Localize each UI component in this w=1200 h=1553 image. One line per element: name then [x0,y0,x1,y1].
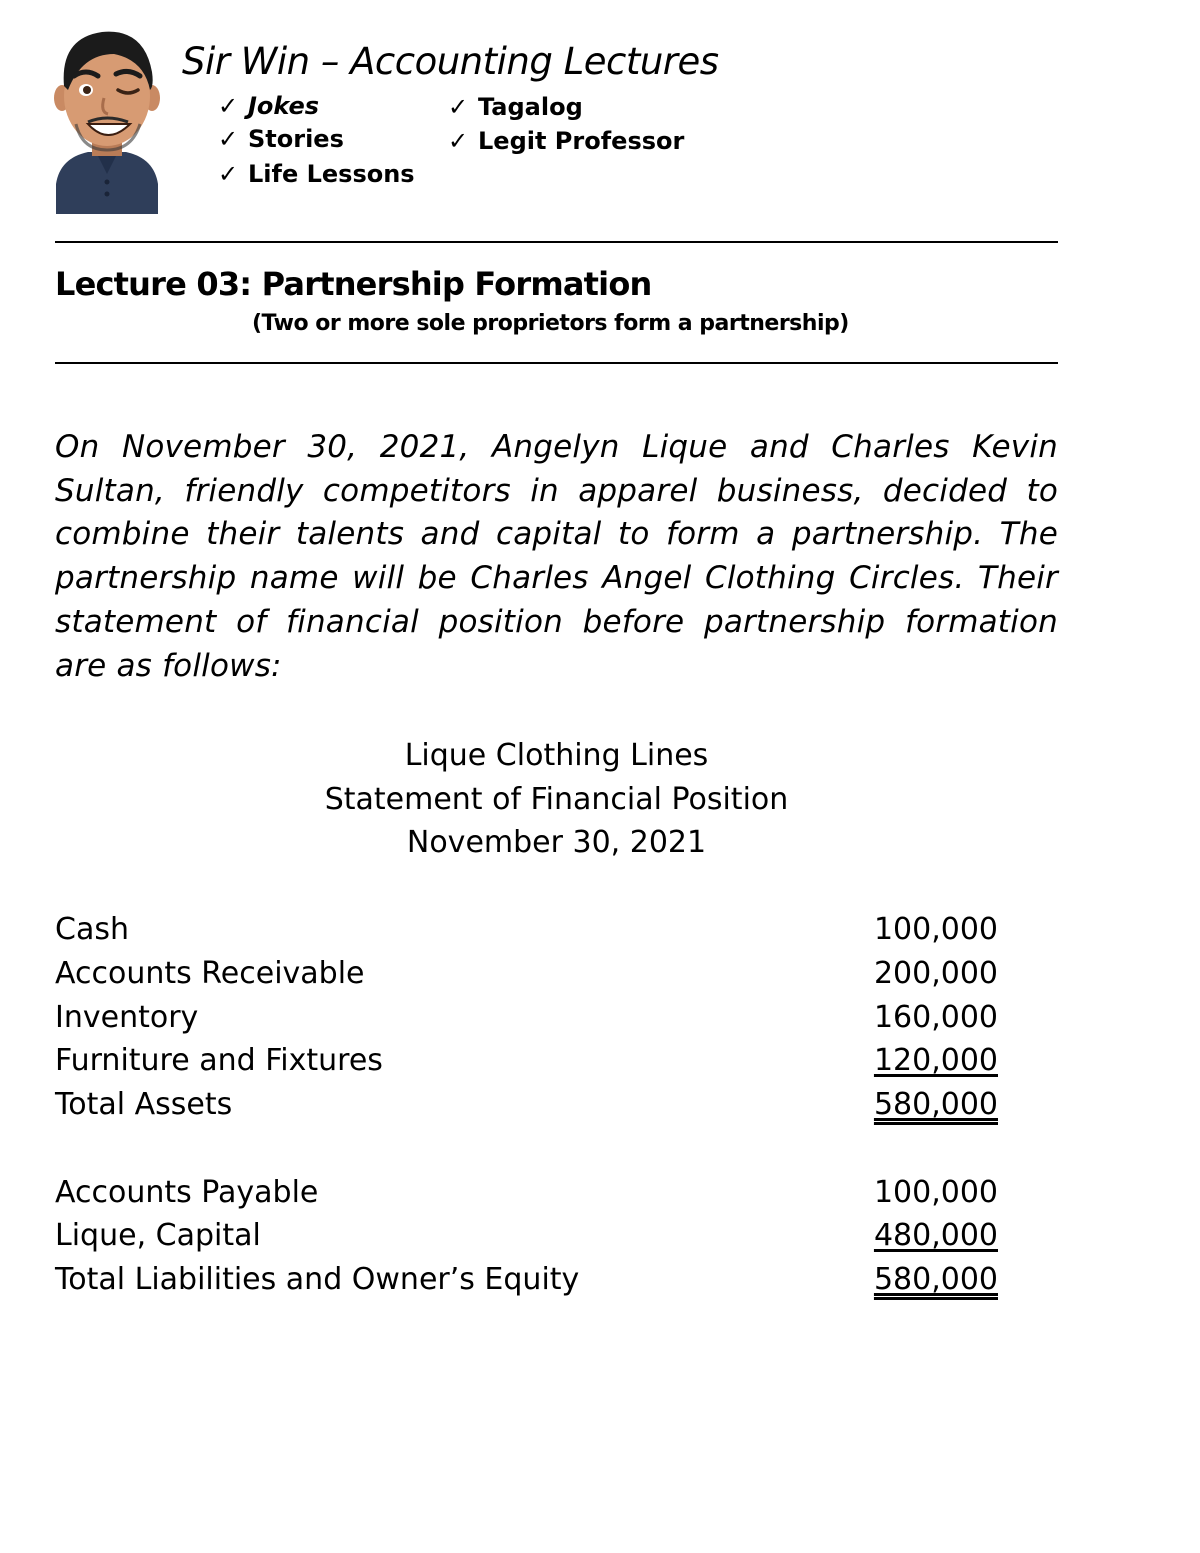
lecture-title: Lecture 03: Partnership Formation [55,265,652,303]
statement-row [55,1218,998,1258]
statement-date: November 30, 2021 [406,825,707,860]
row-label: Accounts Receivable [55,956,365,991]
feature-item: ✓ Legit Professor [448,127,685,155]
intro-paragraph: On November 30, 2021, Angelyn Lique and Charles Kevin Sultan, friendly competitors in apparel business, decided to combine their talents and capital to form a partnership. The partnership name will be Charles Angel Clothing Circles. Their statement of financial position before partnership formation are as follows: [55,429,1058,684]
row-label: Lique, Capital [55,1218,261,1253]
brand-title: Sir Win – Accounting Lectures [182,40,719,83]
row-label: Cash [55,912,129,947]
check-icon: ✓ [218,160,239,188]
total-amount: 580,000 [873,1262,998,1297]
total-row [55,1087,998,1127]
statement-row [55,1175,998,1215]
row-label: Accounts Payable [55,1175,319,1210]
feature-item: ✓ Life Lessons [218,160,415,188]
total-amount: 580,000 [873,1087,998,1122]
row-label: Inventory [55,1000,199,1035]
statement-row [55,956,998,996]
row-amount: 100,000 [873,912,998,947]
company-name: Lique Clothing Lines [404,738,709,773]
lecture-subtitle: (Two or more sole proprietors form a partnership) [252,311,849,336]
row-amount: 100,000 [873,1175,998,1210]
check-icon: ✓ [448,93,469,121]
feature-item: ✓ Jokes [218,92,320,120]
check-icon: ✓ [218,92,239,120]
total-label: Total Liabilities and Owner’s Equity [55,1262,580,1297]
statement-header [55,734,1058,865]
row-label: Furniture and Fixtures [55,1043,383,1078]
total-label: Total Assets [55,1087,233,1122]
statement-row [55,912,998,952]
check-icon: ✓ [218,125,239,153]
statement-name: Statement of Financial Position [324,781,789,817]
divider [55,241,1058,243]
statement-row [55,1000,998,1040]
total-row [55,1262,998,1302]
check-icon: ✓ [448,127,469,155]
feature-item: ✓ Tagalog [448,93,583,121]
avatar [52,24,162,214]
row-amount: 120,000 [873,1043,998,1078]
row-amount: 480,000 [873,1218,998,1253]
row-amount: 200,000 [873,956,998,991]
row-amount: 160,000 [873,1000,998,1035]
divider [55,362,1058,364]
statement-row [55,1043,998,1083]
feature-item: ✓ Stories [218,125,344,153]
